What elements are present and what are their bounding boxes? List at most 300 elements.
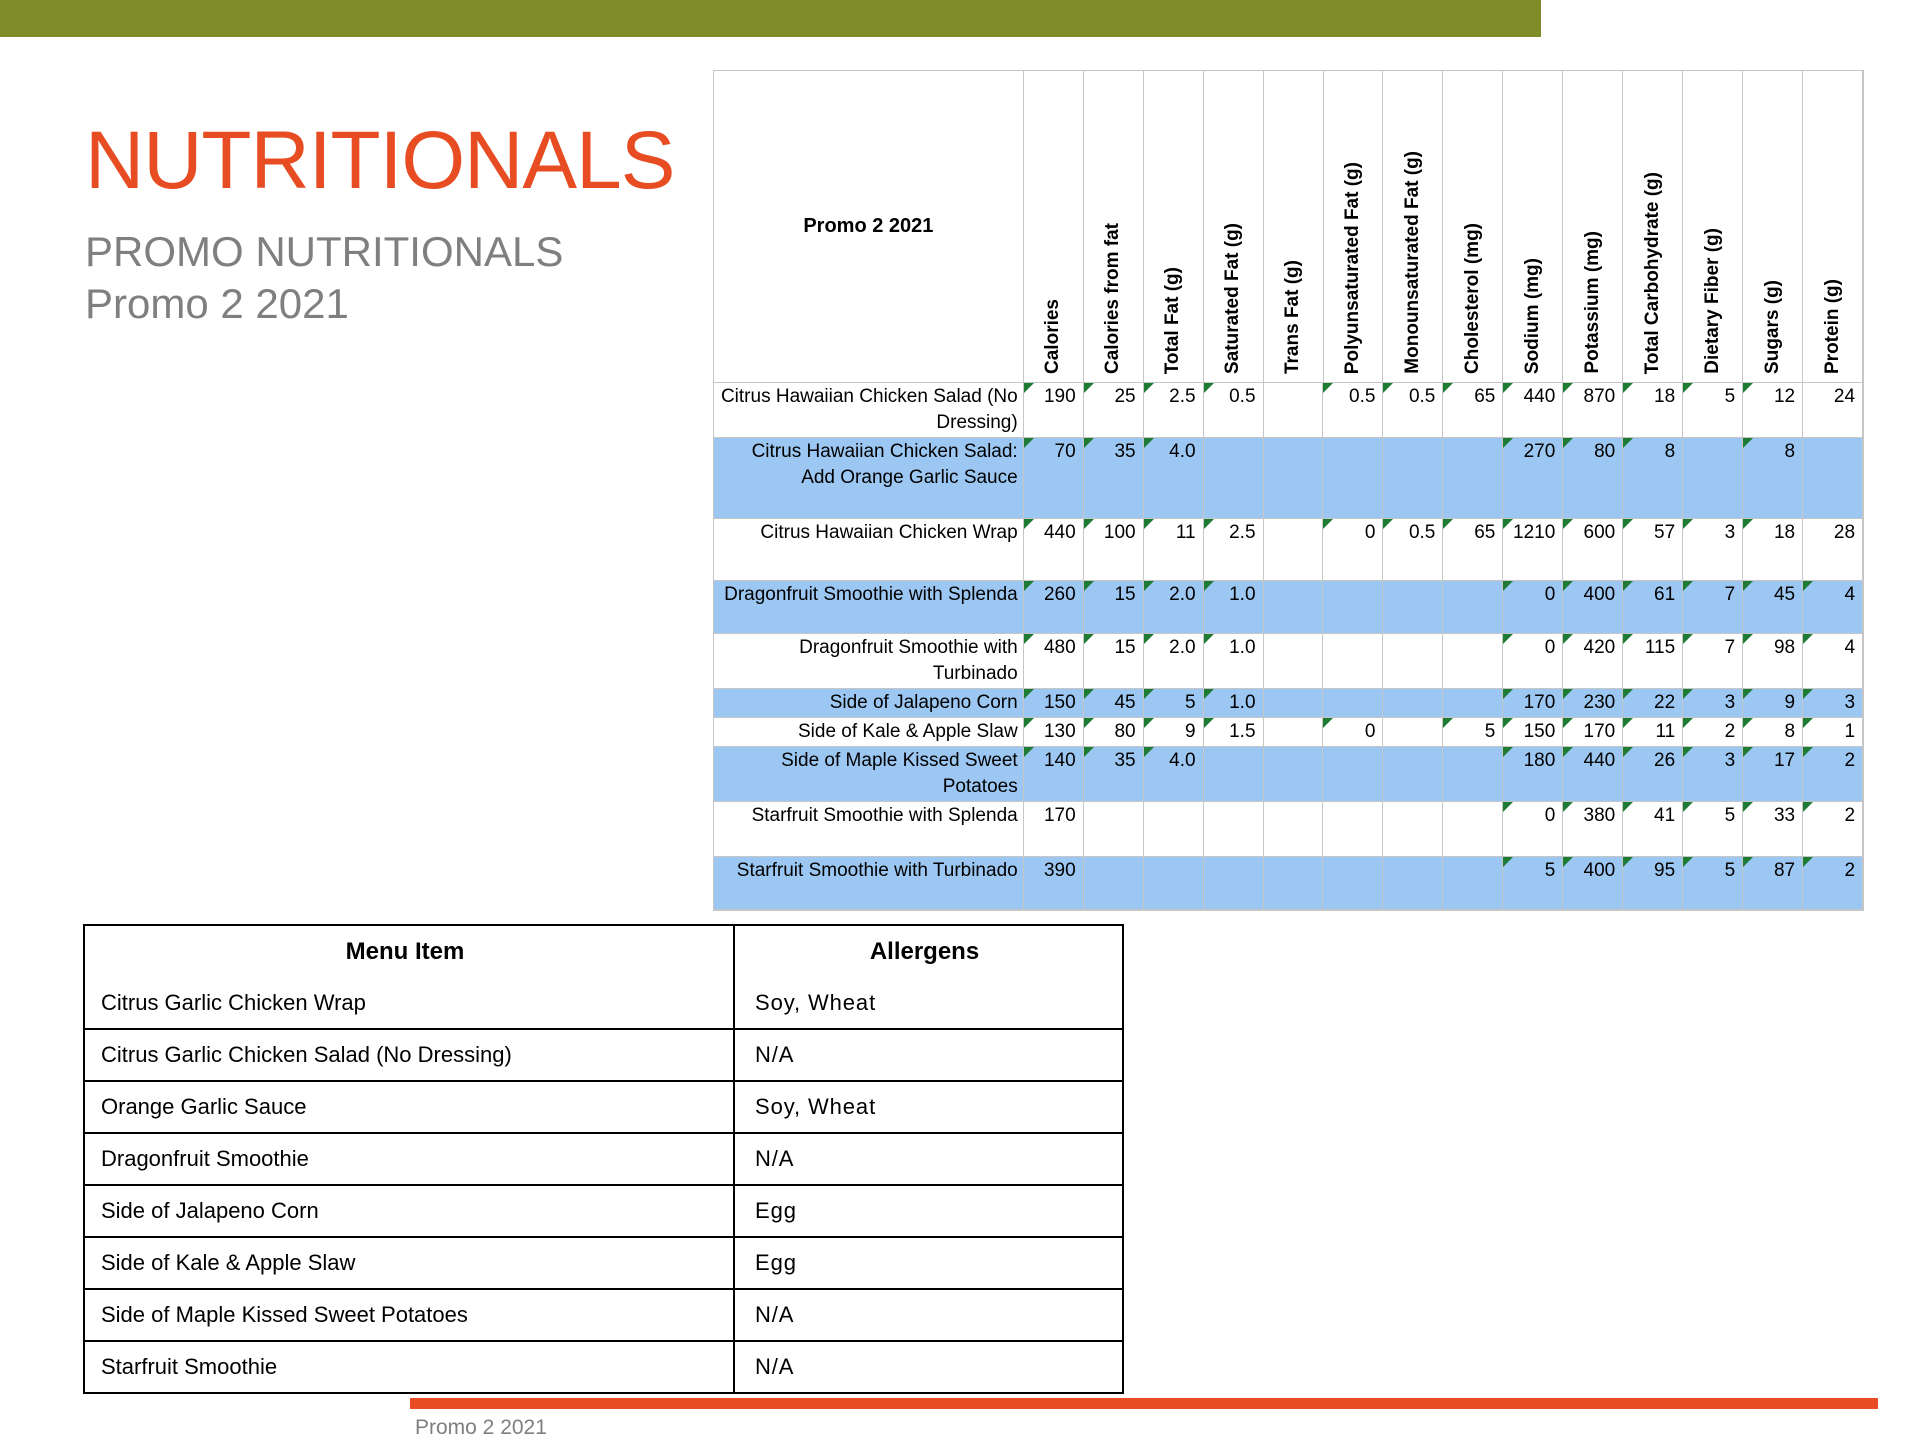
nutrition-value: 2.0 bbox=[1169, 637, 1196, 658]
nutrition-value: 0 bbox=[1364, 721, 1376, 742]
nutrition-value: 0 bbox=[1544, 805, 1556, 826]
row-label: Citrus Hawaiian Chicken Wrap bbox=[714, 519, 1024, 580]
nutrition-cell bbox=[1743, 383, 1803, 437]
nutrition-value: 28 bbox=[1833, 522, 1856, 543]
nutrition-cell bbox=[1084, 581, 1144, 633]
nutrition-cell bbox=[1803, 383, 1863, 437]
nutrition-value: 0.5 bbox=[1229, 386, 1256, 407]
nutrition-value: 180 bbox=[1523, 750, 1556, 771]
allergen-table bbox=[83, 924, 1124, 1394]
flag-triangle-icon bbox=[1623, 383, 1633, 393]
nutrition-cell bbox=[1743, 718, 1803, 746]
nutrition-cell bbox=[1683, 438, 1743, 518]
column-header bbox=[1084, 71, 1144, 382]
nutrition-value: 1 bbox=[1844, 721, 1856, 742]
nutrition-cell bbox=[1084, 857, 1144, 909]
nutrition-value: 1.5 bbox=[1229, 721, 1256, 742]
menu-item-cell: Dragonfruit Smoothie bbox=[85, 1134, 735, 1184]
flag-triangle-icon bbox=[1623, 747, 1633, 757]
nutrition-value: 260 bbox=[1043, 584, 1076, 605]
flag-triangle-icon bbox=[1563, 581, 1573, 591]
flag-triangle-icon bbox=[1204, 634, 1214, 644]
nutrition-cell bbox=[1683, 634, 1743, 688]
nutrition-cell bbox=[1204, 718, 1264, 746]
nutrition-cell bbox=[1683, 689, 1743, 717]
nutrition-value: 65 bbox=[1474, 386, 1496, 407]
nutrition-cell bbox=[1623, 438, 1683, 518]
flag-triangle-icon bbox=[1144, 718, 1154, 728]
flag-triangle-icon bbox=[1503, 689, 1513, 699]
nutrition-value: 190 bbox=[1043, 386, 1076, 407]
nutrition-value: 4.0 bbox=[1169, 750, 1196, 771]
nutrition-cell bbox=[1803, 581, 1863, 633]
nutrition-cell bbox=[1024, 634, 1084, 688]
nutrition-cell bbox=[1144, 857, 1204, 909]
allergens-cell: N/A bbox=[755, 1146, 795, 1171]
nutrition-cell bbox=[1563, 802, 1623, 856]
nutrition-cell bbox=[1383, 634, 1443, 688]
flag-triangle-icon bbox=[1443, 383, 1453, 393]
nutrition-cell bbox=[1204, 581, 1264, 633]
nutrition-value: 7 bbox=[1724, 584, 1736, 605]
flag-triangle-icon bbox=[1803, 634, 1813, 644]
nutrition-value: 8 bbox=[1664, 441, 1676, 462]
flag-triangle-icon bbox=[1803, 802, 1813, 812]
nutrition-cell bbox=[1443, 383, 1503, 437]
nutrition-cell bbox=[1443, 718, 1503, 746]
menu-item-cell: Starfruit Smoothie bbox=[85, 1342, 735, 1392]
nutrition-cell bbox=[1204, 689, 1264, 717]
flag-triangle-icon bbox=[1024, 747, 1034, 757]
nutrition-cell bbox=[1683, 519, 1743, 580]
nutrition-cell bbox=[1024, 438, 1084, 518]
footer-accent-bar bbox=[410, 1398, 1878, 1409]
row-label: Citrus Hawaiian Chicken Salad (No Dressing) bbox=[714, 383, 1024, 437]
nutrition-cell bbox=[1503, 383, 1563, 437]
flag-triangle-icon bbox=[1383, 383, 1393, 393]
nutrition-cell bbox=[1503, 747, 1563, 801]
flag-triangle-icon bbox=[1683, 857, 1693, 867]
nutrition-cell bbox=[1024, 747, 1084, 801]
nutrition-value: 2.5 bbox=[1229, 522, 1256, 543]
nutrition-cell bbox=[1743, 802, 1803, 856]
nutrition-value: 7 bbox=[1724, 637, 1736, 658]
flag-triangle-icon bbox=[1743, 747, 1753, 757]
nutrition-cell bbox=[1323, 747, 1383, 801]
nutrition-cell bbox=[1084, 718, 1144, 746]
flag-triangle-icon bbox=[1683, 718, 1693, 728]
nutrition-cell bbox=[1264, 438, 1324, 518]
flag-triangle-icon bbox=[1563, 718, 1573, 728]
nutrition-cell bbox=[1323, 581, 1383, 633]
nutrition-cell bbox=[1623, 519, 1683, 580]
nutrition-row bbox=[714, 581, 1863, 634]
subtitle-secondary: Promo 2 2021 bbox=[85, 280, 349, 328]
nutrition-cell bbox=[1323, 519, 1383, 580]
nutrition-value: 170 bbox=[1583, 721, 1616, 742]
allergens-cell: N/A bbox=[755, 1354, 795, 1379]
nutrition-cell bbox=[1264, 519, 1324, 580]
nutrition-value: 98 bbox=[1773, 637, 1796, 658]
nutrition-value: 230 bbox=[1583, 692, 1616, 713]
nutrition-cell bbox=[1623, 634, 1683, 688]
flag-triangle-icon bbox=[1743, 438, 1753, 448]
nutrition-value: 390 bbox=[1043, 860, 1076, 881]
column-header-label: Cholesterol (mg) bbox=[1461, 223, 1483, 374]
nutrition-row bbox=[714, 519, 1863, 581]
nutrition-cell bbox=[1144, 747, 1204, 801]
nutrition-value: 400 bbox=[1583, 584, 1616, 605]
nutrition-cell bbox=[1503, 519, 1563, 580]
nutrition-cell bbox=[1623, 857, 1683, 909]
flag-triangle-icon bbox=[1383, 519, 1393, 529]
column-header-label: Total Carbohydrate (g) bbox=[1641, 171, 1663, 374]
nutrition-value: 9 bbox=[1784, 692, 1796, 713]
nutrition-cell bbox=[1264, 383, 1324, 437]
flag-triangle-icon bbox=[1623, 519, 1633, 529]
column-header-label: Calories from fat bbox=[1102, 223, 1124, 374]
nutrition-row bbox=[714, 747, 1863, 802]
flag-triangle-icon bbox=[1563, 802, 1573, 812]
nutrition-value: 45 bbox=[1773, 584, 1796, 605]
row-label: Starfruit Smoothie with Splenda bbox=[714, 802, 1024, 856]
nutrition-value: 2 bbox=[1844, 750, 1856, 771]
nutrition-row bbox=[714, 634, 1863, 689]
flag-triangle-icon bbox=[1084, 438, 1094, 448]
nutrition-cell bbox=[1144, 802, 1204, 856]
nutrition-cell bbox=[1683, 747, 1743, 801]
flag-triangle-icon bbox=[1204, 581, 1214, 591]
nutrition-cell bbox=[1204, 857, 1264, 909]
nutrition-cell bbox=[1443, 802, 1503, 856]
nutrition-value: 2.0 bbox=[1169, 584, 1196, 605]
nutrition-value: 95 bbox=[1654, 860, 1676, 881]
nutrition-value: 440 bbox=[1523, 386, 1556, 407]
nutrition-row bbox=[714, 689, 1863, 718]
nutrition-value: 18 bbox=[1773, 522, 1796, 543]
nutrition-cell bbox=[1563, 581, 1623, 633]
nutrition-value: 150 bbox=[1523, 721, 1556, 742]
page-title: NUTRITIONALS bbox=[85, 115, 675, 206]
nutrition-cell bbox=[1204, 634, 1264, 688]
nutrition-value: 15 bbox=[1114, 584, 1136, 605]
nutrition-value: 24 bbox=[1833, 386, 1856, 407]
column-header-label: Saturated Fat (g) bbox=[1222, 223, 1244, 374]
column-header-label: Calories bbox=[1042, 299, 1064, 374]
allergen-row bbox=[85, 1236, 1122, 1288]
nutrition-table-body bbox=[714, 383, 1863, 910]
flag-triangle-icon bbox=[1623, 634, 1633, 644]
nutrition-cell bbox=[1743, 519, 1803, 580]
allergen-row bbox=[85, 1028, 1122, 1080]
nutrition-cell bbox=[1084, 634, 1144, 688]
flag-triangle-icon bbox=[1084, 581, 1094, 591]
flag-triangle-icon bbox=[1024, 438, 1034, 448]
nutrition-cell bbox=[1563, 718, 1623, 746]
nutrition-cell bbox=[1443, 438, 1503, 518]
column-header-label: Potassium (mg) bbox=[1581, 231, 1603, 374]
column-header bbox=[1264, 71, 1324, 382]
column-header bbox=[1503, 71, 1563, 382]
nutrition-value: 0.5 bbox=[1408, 522, 1436, 543]
flag-triangle-icon bbox=[1084, 689, 1094, 699]
flag-triangle-icon bbox=[1743, 581, 1753, 591]
flag-triangle-icon bbox=[1144, 519, 1154, 529]
nutrition-value: 8 bbox=[1784, 721, 1796, 742]
nutrition-value: 5 bbox=[1544, 860, 1556, 881]
nutrition-cell bbox=[1803, 802, 1863, 856]
nutrition-cell bbox=[1623, 581, 1683, 633]
flag-triangle-icon bbox=[1084, 383, 1094, 393]
nutrition-cell bbox=[1623, 718, 1683, 746]
row-label: Citrus Hawaiian Chicken Salad: Add Orange Garlic Sauce bbox=[714, 438, 1024, 518]
nutrition-cell bbox=[1683, 718, 1743, 746]
allergens-cell: Soy, Wheat bbox=[755, 990, 877, 1015]
column-header bbox=[1803, 71, 1863, 382]
flag-triangle-icon bbox=[1503, 438, 1513, 448]
nutrition-value: 17 bbox=[1773, 750, 1796, 771]
row-label: Starfruit Smoothie with Turbinado bbox=[714, 857, 1024, 909]
nutrition-value: 2 bbox=[1724, 721, 1736, 742]
nutrition-cell bbox=[1503, 689, 1563, 717]
flag-triangle-icon bbox=[1743, 689, 1753, 699]
nutrition-cell bbox=[1084, 438, 1144, 518]
nutrition-cell bbox=[1383, 581, 1443, 633]
nutrition-value: 9 bbox=[1184, 721, 1196, 742]
nutrition-cell bbox=[1503, 581, 1563, 633]
flag-triangle-icon bbox=[1503, 857, 1513, 867]
nutrition-value: 45 bbox=[1114, 692, 1136, 713]
nutrition-value: 115 bbox=[1644, 637, 1676, 658]
flag-triangle-icon bbox=[1803, 689, 1813, 699]
column-header-label: Sugars (g) bbox=[1761, 280, 1783, 374]
nutrition-cell bbox=[1443, 634, 1503, 688]
column-header bbox=[1324, 71, 1384, 382]
nutrition-cell bbox=[1503, 634, 1563, 688]
nutrition-cell bbox=[1383, 689, 1443, 717]
column-header-label: Dietary Fiber (g) bbox=[1701, 228, 1723, 374]
allergen-col-header-allergens: Allergens bbox=[869, 938, 980, 965]
nutrition-value: 41 bbox=[1654, 805, 1676, 826]
flag-triangle-icon bbox=[1323, 383, 1333, 393]
nutrition-value: 3 bbox=[1724, 750, 1736, 771]
row-label: Side of Jalapeno Corn bbox=[714, 689, 1024, 717]
nutrition-value: 35 bbox=[1114, 441, 1136, 462]
flag-triangle-icon bbox=[1024, 383, 1034, 393]
column-header bbox=[1623, 71, 1683, 382]
nutrition-value: 5 bbox=[1724, 805, 1736, 826]
nutrition-value: 80 bbox=[1594, 441, 1616, 462]
flag-triangle-icon bbox=[1503, 747, 1513, 757]
nutrition-value: 2.5 bbox=[1169, 386, 1196, 407]
allergen-row bbox=[85, 1184, 1122, 1236]
nutrition-value: 65 bbox=[1474, 522, 1496, 543]
flag-triangle-icon bbox=[1024, 519, 1034, 529]
nutrition-value: 400 bbox=[1583, 860, 1616, 881]
flag-triangle-icon bbox=[1743, 634, 1753, 644]
subtitle: PROMO NUTRITIONALS bbox=[85, 228, 564, 276]
nutrition-value: 130 bbox=[1043, 721, 1076, 742]
flag-triangle-icon bbox=[1683, 802, 1693, 812]
nutrition-cell bbox=[1323, 802, 1383, 856]
nutrition-value: 12 bbox=[1773, 386, 1796, 407]
nutrition-cell bbox=[1623, 802, 1683, 856]
nutrition-cell bbox=[1383, 857, 1443, 909]
nutrition-cell bbox=[1563, 747, 1623, 801]
nutrition-cell bbox=[1743, 857, 1803, 909]
nutrition-cell bbox=[1144, 689, 1204, 717]
flag-triangle-icon bbox=[1084, 519, 1094, 529]
menu-item-cell: Citrus Garlic Chicken Wrap bbox=[85, 978, 735, 1028]
nutrition-value: 3 bbox=[1724, 522, 1736, 543]
nutrition-row bbox=[714, 802, 1863, 857]
flag-triangle-icon bbox=[1503, 634, 1513, 644]
nutrition-value: 4.0 bbox=[1169, 441, 1196, 462]
flag-triangle-icon bbox=[1683, 581, 1693, 591]
nutrition-value: 0.5 bbox=[1408, 386, 1436, 407]
flag-triangle-icon bbox=[1144, 689, 1154, 699]
allergens-cell: Soy, Wheat bbox=[755, 1094, 877, 1119]
nutrition-value: 5 bbox=[1724, 860, 1736, 881]
flag-triangle-icon bbox=[1803, 581, 1813, 591]
flag-triangle-icon bbox=[1084, 634, 1094, 644]
flag-triangle-icon bbox=[1503, 718, 1513, 728]
nutrition-value: 170 bbox=[1043, 805, 1076, 826]
nutrition-cell bbox=[1803, 634, 1863, 688]
nutrition-value: 440 bbox=[1583, 750, 1616, 771]
nutrition-cell bbox=[1683, 581, 1743, 633]
allergen-row bbox=[85, 1340, 1122, 1392]
flag-triangle-icon bbox=[1683, 689, 1693, 699]
flag-triangle-icon bbox=[1623, 718, 1633, 728]
nutrition-cell bbox=[1443, 857, 1503, 909]
nutrition-cell bbox=[1743, 634, 1803, 688]
nutrition-value: 0 bbox=[1544, 584, 1556, 605]
nutrition-value: 61 bbox=[1654, 584, 1676, 605]
nutrition-cell bbox=[1803, 689, 1863, 717]
nutrition-cell bbox=[1563, 383, 1623, 437]
nutrition-cell bbox=[1503, 438, 1563, 518]
nutrition-cell bbox=[1383, 802, 1443, 856]
flag-triangle-icon bbox=[1743, 383, 1753, 393]
allergens-cell: Egg bbox=[755, 1250, 797, 1275]
nutrition-table bbox=[713, 70, 1864, 911]
flag-triangle-icon bbox=[1743, 802, 1753, 812]
flag-triangle-icon bbox=[1204, 383, 1214, 393]
nutrition-cell bbox=[1084, 689, 1144, 717]
flag-triangle-icon bbox=[1683, 747, 1693, 757]
top-accent-bar bbox=[0, 0, 1541, 37]
nutrition-value: 170 bbox=[1523, 692, 1556, 713]
nutrition-cell bbox=[1383, 747, 1443, 801]
allergen-row bbox=[85, 978, 1122, 1028]
flag-triangle-icon bbox=[1743, 519, 1753, 529]
nutrition-value: 15 bbox=[1114, 637, 1136, 658]
allergen-col-header-menu-item: Menu Item bbox=[85, 926, 735, 978]
allergens-cell: N/A bbox=[755, 1042, 795, 1067]
allergen-row bbox=[85, 1288, 1122, 1340]
nutrition-cell bbox=[1084, 519, 1144, 580]
allergens-cell: N/A bbox=[755, 1302, 795, 1327]
flag-triangle-icon bbox=[1503, 519, 1513, 529]
nutrition-row bbox=[714, 438, 1863, 519]
flag-triangle-icon bbox=[1743, 718, 1753, 728]
nutrition-value: 87 bbox=[1773, 860, 1796, 881]
flag-triangle-icon bbox=[1623, 857, 1633, 867]
title-block bbox=[85, 115, 685, 329]
nutrition-cell bbox=[1803, 718, 1863, 746]
column-header bbox=[1204, 71, 1264, 382]
flag-triangle-icon bbox=[1503, 383, 1513, 393]
nutrition-cell bbox=[1264, 747, 1324, 801]
nutrition-cell bbox=[1743, 581, 1803, 633]
menu-item-cell: Citrus Garlic Chicken Salad (No Dressing) bbox=[85, 1030, 735, 1080]
nutrition-value: 870 bbox=[1583, 386, 1616, 407]
flag-triangle-icon bbox=[1024, 634, 1034, 644]
nutrition-cell bbox=[1144, 438, 1204, 518]
flag-triangle-icon bbox=[1563, 383, 1573, 393]
nutrition-cell bbox=[1264, 802, 1324, 856]
nutrition-cell bbox=[1563, 519, 1623, 580]
nutrition-value: 5 bbox=[1724, 386, 1736, 407]
nutrition-value: 0 bbox=[1544, 637, 1556, 658]
nutrition-value: 2 bbox=[1844, 805, 1856, 826]
nutrition-cell bbox=[1024, 383, 1084, 437]
nutrition-cell bbox=[1563, 857, 1623, 909]
flag-triangle-icon bbox=[1323, 519, 1333, 529]
nutrition-value: 70 bbox=[1054, 441, 1076, 462]
nutrition-value: 26 bbox=[1654, 750, 1676, 771]
nutrition-cell bbox=[1323, 438, 1383, 518]
column-header-label: Polyunsaturated Fat (g) bbox=[1341, 161, 1363, 374]
nutrition-cell bbox=[1024, 802, 1084, 856]
flag-triangle-icon bbox=[1323, 718, 1333, 728]
nutrition-cell bbox=[1623, 747, 1683, 801]
nutrition-value: 150 bbox=[1043, 692, 1076, 713]
nutrition-cell bbox=[1563, 689, 1623, 717]
nutrition-cell bbox=[1563, 634, 1623, 688]
nutrition-value: 100 bbox=[1103, 522, 1136, 543]
nutrition-cell bbox=[1204, 747, 1264, 801]
flag-triangle-icon bbox=[1563, 747, 1573, 757]
nutrition-value: 11 bbox=[1655, 721, 1676, 742]
nutrition-cell bbox=[1024, 519, 1084, 580]
row-label: Dragonfruit Smoothie with Splenda bbox=[714, 581, 1024, 633]
nutrition-cell bbox=[1803, 519, 1863, 580]
nutrition-cell bbox=[1383, 383, 1443, 437]
nutrition-value: 1.0 bbox=[1229, 637, 1256, 658]
flag-triangle-icon bbox=[1204, 689, 1214, 699]
nutrition-cell bbox=[1264, 634, 1324, 688]
nutrition-value: 380 bbox=[1583, 805, 1616, 826]
nutrition-cell bbox=[1683, 857, 1743, 909]
nutrition-value: 5 bbox=[1484, 721, 1496, 742]
nutrition-cell bbox=[1264, 857, 1324, 909]
nutrition-cell bbox=[1323, 689, 1383, 717]
nutrition-value: 25 bbox=[1114, 386, 1136, 407]
flag-triangle-icon bbox=[1623, 802, 1633, 812]
flag-triangle-icon bbox=[1144, 438, 1154, 448]
nutrition-value: 33 bbox=[1773, 805, 1796, 826]
nutrition-cell bbox=[1503, 718, 1563, 746]
flag-triangle-icon bbox=[1503, 581, 1513, 591]
flag-triangle-icon bbox=[1563, 857, 1573, 867]
footer-text: Promo 2 2021 bbox=[415, 1416, 547, 1439]
column-header bbox=[1024, 71, 1084, 382]
nutrition-cell bbox=[1443, 689, 1503, 717]
nutrition-cell bbox=[1623, 383, 1683, 437]
nutrition-cell bbox=[1204, 438, 1264, 518]
